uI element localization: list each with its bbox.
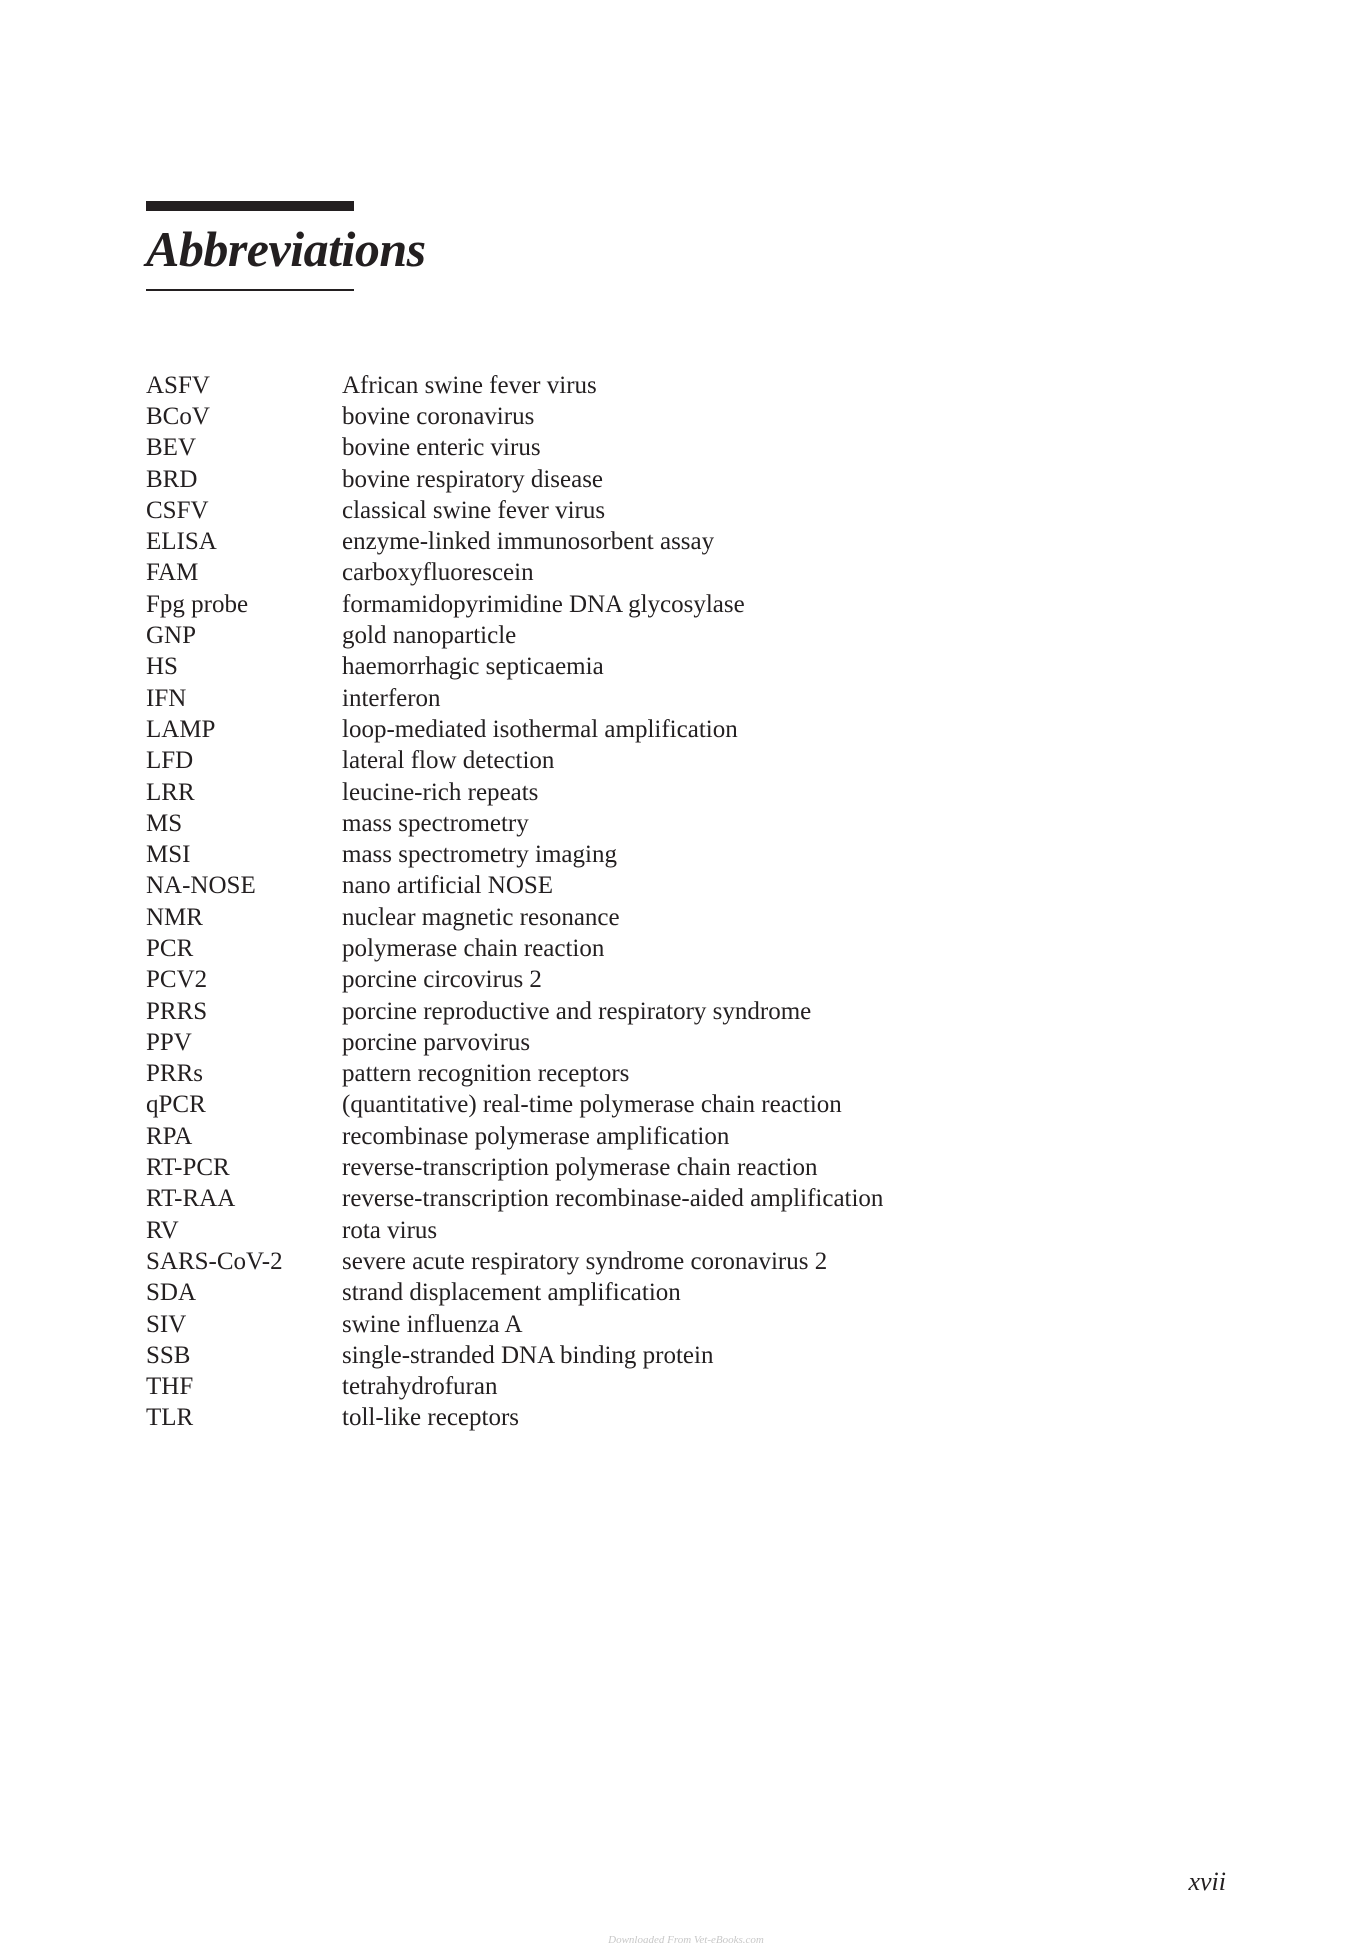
abbreviation-row (146, 1121, 883, 1152)
abbreviation-term: IFN (146, 684, 187, 712)
abbreviation-row (146, 1372, 883, 1403)
abbreviation-term: ASFV (146, 371, 210, 399)
abbreviation-definition: toll-like receptors (342, 1404, 520, 1432)
abbreviation-term: RT-PCR (146, 1154, 230, 1182)
abbreviation-row (146, 495, 883, 526)
abbreviation-row (146, 370, 883, 401)
abbreviation-row (146, 965, 883, 996)
abbreviation-definition: mass spectrometry imaging (342, 841, 617, 869)
abbreviation-term: NA-NOSE (146, 872, 256, 900)
abbreviation-row (146, 1059, 883, 1090)
abbreviation-definition: rota virus (342, 1216, 438, 1244)
abbreviation-definition: formamidopyrimidine DNA glycosylase (342, 590, 745, 618)
abbreviation-definition: lateral flow detection (342, 747, 555, 775)
abbreviation-definition: reverse-transcription polymerase chain reaction (342, 1154, 818, 1182)
abbreviation-term: THF (146, 1373, 194, 1401)
abbreviation-term: SDA (146, 1279, 197, 1307)
abbreviation-row (146, 902, 883, 933)
abbreviation-term: FAM (146, 559, 199, 587)
abbreviation-row (146, 996, 883, 1027)
abbreviation-list (146, 370, 883, 1434)
abbreviation-definition: bovine enteric virus (342, 434, 541, 462)
abbreviation-row (146, 1340, 883, 1371)
abbreviation-definition: severe acute respiratory syndrome coronavirus 2 (342, 1247, 828, 1275)
abbreviation-term: SIV (146, 1310, 187, 1338)
abbreviation-definition: single-stranded DNA binding protein (342, 1341, 714, 1369)
abbreviation-term: PRRS (146, 997, 208, 1025)
abbreviation-term: RV (146, 1216, 179, 1244)
abbreviation-definition: porcine circovirus 2 (342, 966, 542, 994)
abbreviation-row (146, 558, 883, 589)
download-watermark: Downloaded From Vet-eBooks.com (608, 1934, 764, 1946)
abbreviation-definition: bovine respiratory disease (342, 465, 604, 493)
abbreviation-term: ELISA (146, 528, 217, 556)
abbreviation-term: BEV (146, 434, 196, 462)
abbreviation-term: LAMP (146, 715, 216, 743)
abbreviation-row (146, 433, 883, 464)
abbreviation-definition: leucine-rich repeats (342, 778, 539, 806)
abbreviation-definition: enzyme-linked immunosorbent assay (342, 528, 715, 556)
abbreviation-definition: pattern recognition receptors (342, 1060, 630, 1088)
abbreviation-definition: swine influenza A (342, 1310, 523, 1338)
page-title: Abbreviations (146, 221, 426, 277)
abbreviation-definition: reverse-transcription recombinase-aided amplification (342, 1185, 884, 1213)
abbreviation-row (146, 777, 883, 808)
abbreviation-row (146, 401, 883, 432)
abbreviation-row (146, 1090, 883, 1121)
abbreviation-row (146, 1309, 883, 1340)
abbreviation-row (146, 1246, 883, 1277)
abbreviation-row (146, 464, 883, 495)
abbreviation-definition: loop-mediated isothermal amplification (342, 715, 738, 743)
abbreviation-term: TLR (146, 1404, 194, 1432)
title-underline (146, 289, 354, 291)
abbreviation-definition: polymerase chain reaction (342, 934, 605, 962)
abbreviation-row (146, 589, 883, 620)
abbreviation-definition: porcine parvovirus (342, 1028, 531, 1056)
abbreviation-definition: bovine coronavirus (342, 402, 535, 430)
abbreviation-row (146, 1027, 883, 1058)
abbreviation-term: SSB (146, 1341, 191, 1369)
abbreviation-term: SARS-CoV-2 (146, 1247, 283, 1275)
abbreviation-term: NMR (146, 903, 203, 931)
abbreviation-definition: nuclear magnetic resonance (342, 903, 620, 931)
abbreviation-row (146, 1278, 883, 1309)
page-number: xvii (1188, 1867, 1226, 1896)
abbreviation-term: PCV2 (146, 966, 208, 994)
abbreviation-definition: porcine reproductive and respiratory syndrome (342, 997, 812, 1025)
abbreviation-row (146, 714, 883, 745)
abbreviation-row (146, 808, 883, 839)
abbreviation-term: PCR (146, 934, 194, 962)
abbreviation-definition: classical swine fever virus (342, 496, 606, 524)
abbreviation-definition: haemorrhagic septicaemia (342, 653, 604, 681)
abbreviation-term: LFD (146, 747, 194, 775)
abbreviation-term: PPV (146, 1028, 192, 1056)
abbreviation-term: CSFV (146, 496, 209, 524)
abbreviation-definition: recombinase polymerase amplification (342, 1122, 730, 1150)
abbreviation-term: qPCR (146, 1091, 206, 1119)
abbreviation-definition: gold nanoparticle (342, 622, 517, 650)
abbreviation-term: Fpg probe (146, 590, 249, 618)
abbreviation-definition: African swine fever virus (342, 371, 597, 399)
abbreviation-row (146, 1184, 883, 1215)
abbreviation-definition: tetrahydrofuran (342, 1373, 498, 1401)
abbreviation-definition: mass spectrometry (342, 809, 529, 837)
abbreviation-term: RT-RAA (146, 1185, 236, 1213)
abbreviation-row (146, 683, 883, 714)
abbreviation-row (146, 1403, 883, 1434)
abbreviation-row (146, 746, 883, 777)
abbreviation-definition: nano artificial NOSE (342, 872, 554, 900)
abbreviation-row (146, 839, 883, 870)
abbreviation-definition: carboxyfluorescein (342, 559, 534, 587)
abbreviation-row (146, 933, 883, 964)
abbreviation-term: LRR (146, 778, 195, 806)
abbreviation-row (146, 526, 883, 557)
title-top-bar (146, 201, 354, 211)
abbreviation-term: MS (146, 809, 183, 837)
abbreviation-row (146, 620, 883, 651)
abbreviation-term: BRD (146, 465, 198, 493)
abbreviation-term: MSI (146, 841, 191, 869)
abbreviation-row (146, 652, 883, 683)
abbreviation-term: GNP (146, 622, 197, 650)
abbreviation-definition: (quantitative) real-time polymerase chain reaction (342, 1091, 842, 1119)
abbreviation-row (146, 1215, 883, 1246)
abbreviation-term: PRRs (146, 1060, 203, 1088)
abbreviation-term: RPA (146, 1122, 193, 1150)
abbreviation-definition: strand displacement amplification (342, 1279, 681, 1307)
abbreviation-row (146, 871, 883, 902)
abbreviation-definition: interferon (342, 684, 441, 712)
abbreviation-row (146, 1152, 883, 1183)
abbreviation-term: BCoV (146, 402, 210, 430)
abbreviation-term: HS (146, 653, 178, 681)
